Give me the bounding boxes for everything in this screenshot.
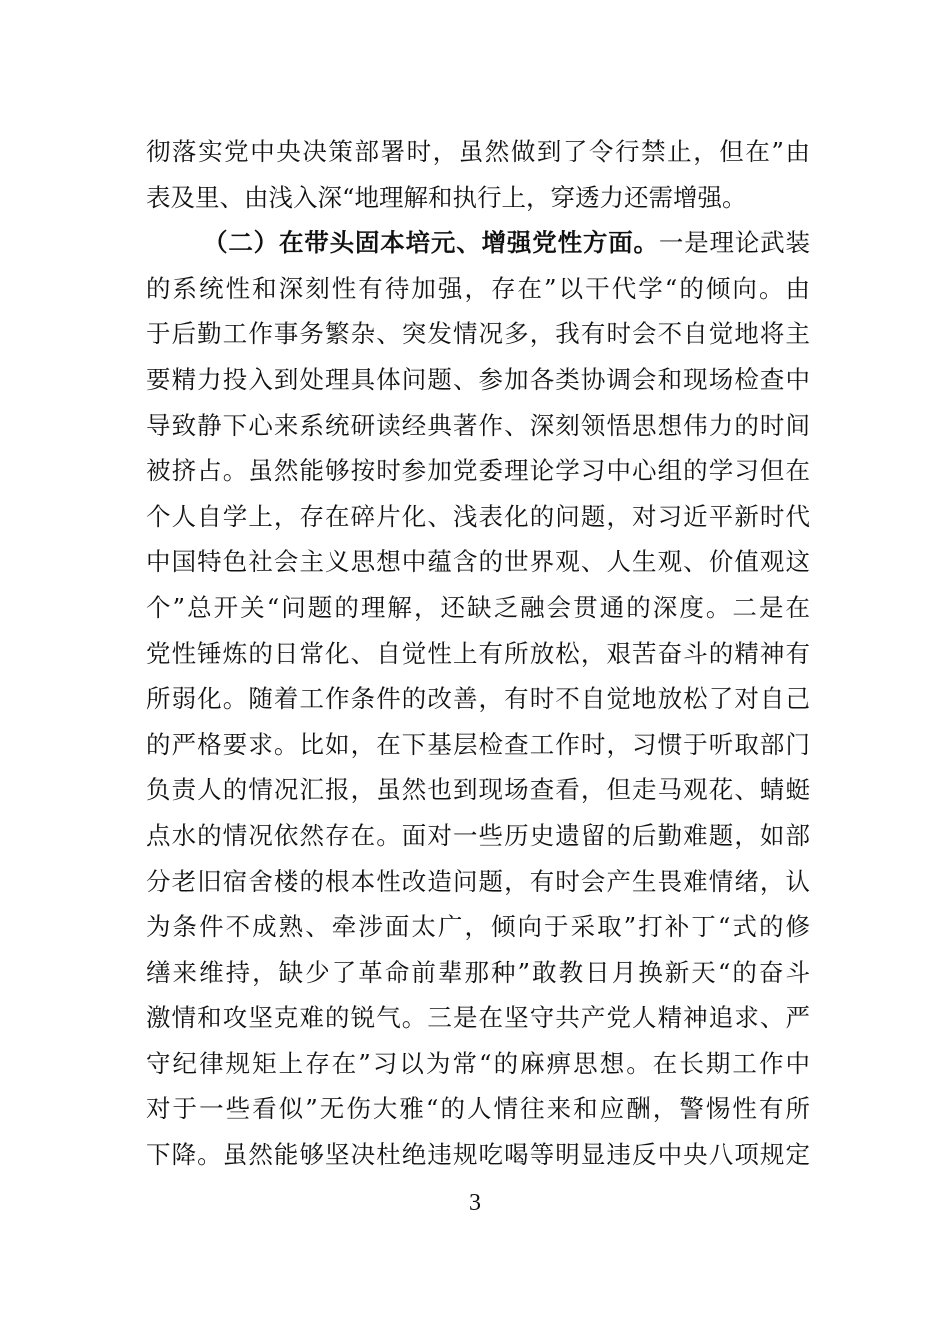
- text-line: 中国特色社会主义思想中蕴含的世界观、人生观、价值观这: [146, 547, 810, 577]
- text-line: 缮来维持，缺少了革命前辈那种”敢教日月换新天“的奋斗: [146, 957, 810, 987]
- body-text: [146, 129, 810, 1178]
- text-line: 所弱化。随着工作条件的改善，有时不自觉地放松了对自己: [146, 684, 810, 714]
- text-line: 负责人的情况汇报，虽然也到现场查看，但走马观花、蜻蜓: [146, 775, 810, 805]
- text-line: 表及里、由浅入深“地理解和执行上，穿透力还需增强。: [146, 182, 747, 212]
- text-line: 个人自学上，存在碎片化、浅表化的问题，对习近平新时代: [146, 501, 810, 531]
- text-line: 下降。虽然能够坚决杜绝违规吃喝等明显违反中央八项规定: [146, 1140, 810, 1170]
- page-number: 3: [469, 1190, 481, 1216]
- text-line: 党性锤炼的日常化、自觉性上有所放松，艰苦奋斗的精神有: [146, 638, 810, 668]
- text-line: 于后勤工作事务繁杂、突发情况多，我有时会不自觉地将主: [146, 319, 810, 349]
- text-line: 个”总开关“问题的理解，还缺乏融会贯通的深度。二是在: [146, 592, 810, 622]
- section-heading: （二）在带头固本培元、增强党性方面。: [203, 228, 659, 258]
- text-line-rest: 一是理论武装: [658, 228, 811, 258]
- text-line: 分老旧宿舍楼的根本性改造问题，有时会产生畏难情绪，认: [146, 866, 810, 896]
- text-line: 为条件不成熟、牵涉面太广，倾向于采取”打补丁“式的修: [146, 912, 810, 942]
- text-line: 的严格要求。比如，在下基层检查工作时，习惯于听取部门: [146, 729, 810, 759]
- text-line: 被挤占。虽然能够按时参加党委理论学习中心组的学习但在: [146, 456, 810, 486]
- text-line: 要精力投入到处理具体问题、参加各类协调会和现场检查中: [146, 364, 810, 394]
- text-line: 的系统性和深刻性有待加强，存在”以干代学“的倾向。由: [146, 273, 810, 303]
- text-line: 激情和攻坚克难的锐气。三是在坚守共产党人精神追求、严: [146, 1003, 810, 1033]
- text-line: 点水的情况依然存在。面对一些历史遗留的后勤难题，如部: [146, 820, 810, 850]
- text-line: 彻落实党中央决策部署时，虽然做到了令行禁止，但在”由: [146, 137, 810, 166]
- text-line: 导致静下心来系统研读经典著作、深刻领悟思想伟力的时间: [146, 410, 810, 440]
- section-heading-line: [146, 220, 810, 266]
- text-line: 对于一些看似”无伤大雅“的人情往来和应酬，警惕性有所: [146, 1094, 810, 1124]
- text-line: 守纪律规矩上存在”习以为常“的麻痹思想。在长期工作中: [146, 1048, 810, 1078]
